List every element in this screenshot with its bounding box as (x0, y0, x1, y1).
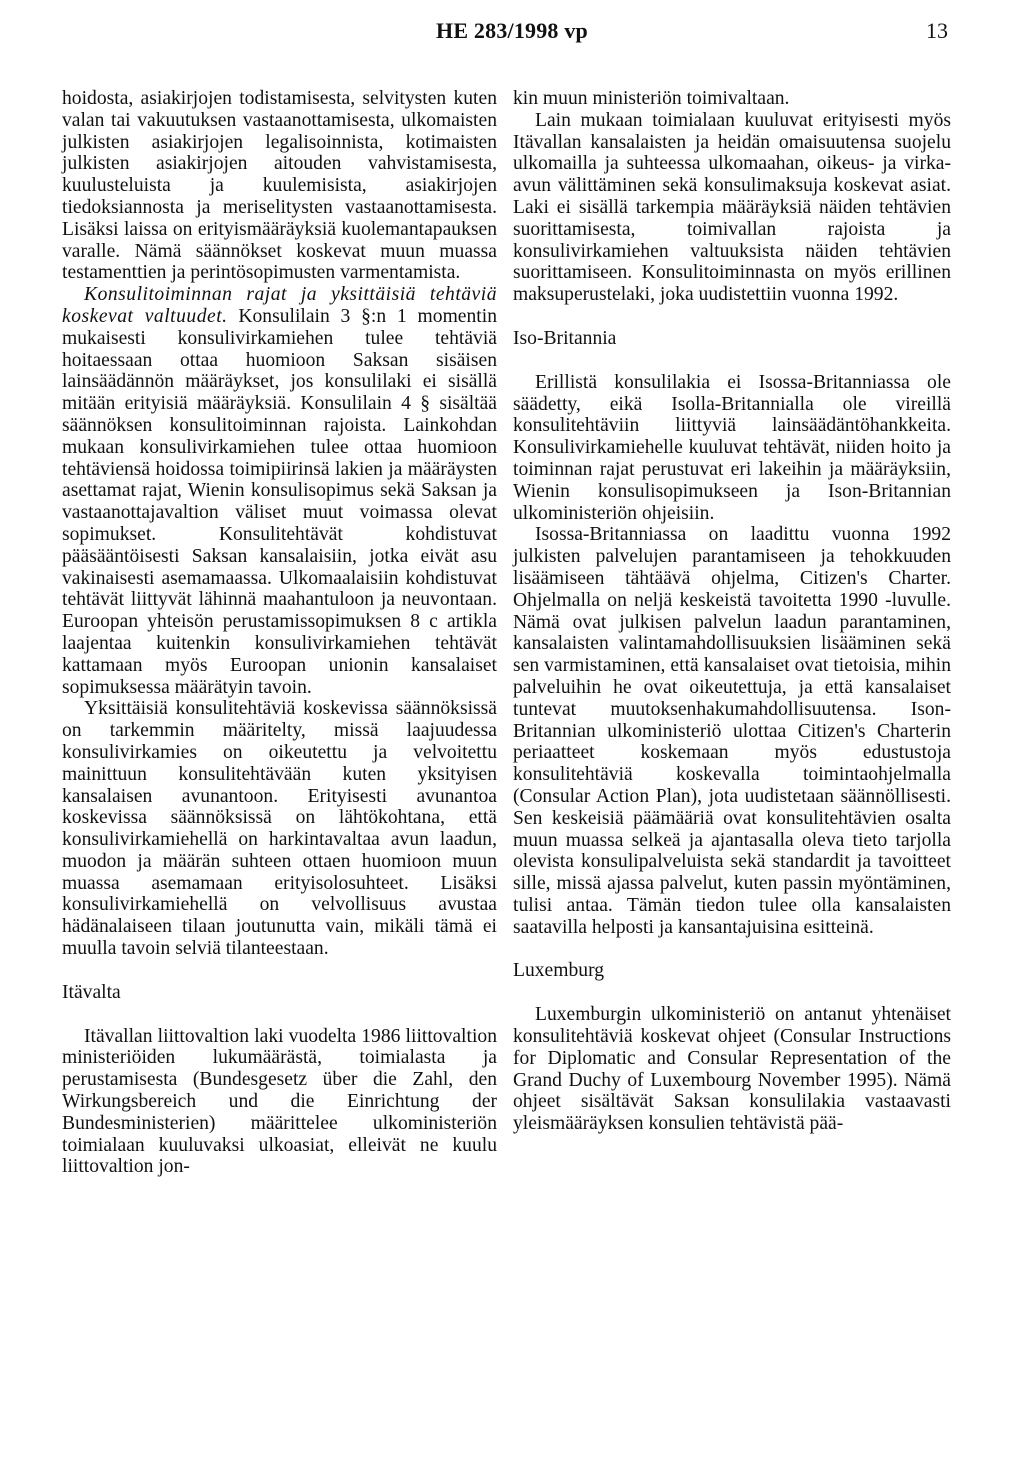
section-heading-iso-britannia: Iso-Britannia (513, 327, 617, 349)
right-column (513, 88, 951, 1135)
paragraph: Itävallan liittovaltion laki vuodelta 1986 liittovaltion ministeriöiden lukumäärästä, toimialasta ja perustamisesta (Bundesgesetz über die Zahl, den Wirkungsbereich und die Einrichtung der Bundesministerien) määrittelee ulkoministeriön toimialaan kuuluvaksi ulkoasiat, elleivät ne kuulu liittovaltion jon- (62, 1025, 497, 1178)
paragraph: Yksittäisiä konsulitehtäviä koskevissa säännöksissä on tarkemmin määritelty, missä laajuudessa konsulivirkamies on oikeutettu ja velvoitettu mainittuun konsulitehtävään kuten yksityisen kansalaisen avunantoon. Erityisesti avunantoa koskevissa säännöksissä on lähtökohtana, että konsulivirkamiehellä on harkintavaltaa avun laadun, muodon ja määrän suhteen ottaen huomioon muun muassa asemamaan erityisolosuhteet. Lisäksi konsulivirkamiehellä on velvollisuus avustaa hädänalaiseen tilaan joutunutta vain, mikäli tämä ei muulla tavoin selviä tilanteestaan. (62, 698, 497, 960)
paragraph (62, 284, 497, 698)
paragraph: hoidosta, asiakirjojen todistamisesta, selvitysten kuten valan tai vakuutuksen vastaanottamisesta, ulkomaisten julkisten asiakirjojen legalisoinnista, kotimaisten julkisten asiakirjojen aitouden vahvistamisesta, kuulusteluista ja kuulemisista, asiakirjojen tiedoksiannosta ja meriselitysten vastaanottamisesta. Lisäksi laissa on erityismääräyksiä kuolemantapauksen varalle. Nämä säännökset koskevat muun muassa testamenttien ja perintösopimusten varmentamista. (62, 88, 497, 284)
italic-subheading: Konsulitoiminnan rajat ja yksittäisiä tehtäviä koskevat valtuudet. (62, 284, 497, 327)
page-number: 13 (926, 18, 948, 43)
document-title: HE 283/1998 vp (436, 18, 588, 43)
paragraph: Isossa-Britanniassa on laadittu vuonna 1992 julkisten palvelujen parantamiseen ja tehokkuuden lisäämiseen tähtäävä ohjelma, Citizen's Charter. Ohjelmalla on neljä keskeistä tavoitetta 1990 -luvulle. Nämä ovat julkisen palvelun laadun parantaminen, kansalaisten valintamahdollisuuksien lisääminen sekä sen varmistaminen, että kansalaiset ovat tietoisia, mihin palveluihin he ovat oikeutettuja, ja että kansalaiset tuntevat muutoksenhakumahdollisuutensa. Ison-Britannian ulkoministeriö ulottaa Citizen's Charterin periaatteet koskemaan myös edustustoja konsulitehtäviä koskevalla toimintaohjelmalla (Consular Action Plan), jota uudistetaan säännöllisesti. Sen keskeisiä päämääriä ovat konsulitehtävien osalta muun muassa selkeä ja ajantasalla oleva tieto tarjolla olevista konsulipalveluista sekä standardit ja tavoitteet sille, missä ajassa palvelut, kuten passin myöntäminen, tulisi antaa. Tämän tiedon tulee olla kansalaisten saatavilla helposti ja kansantajuisina esitteinä. (513, 524, 951, 938)
paragraph: Erillistä konsulilakia ei Isossa-Britanniassa ole säädetty, eikä Isolla-Britannialla ole vireillä konsulitehtäviin liittyviä lainsäädäntöhankkeita. Konsulivirkamiehelle kuuluvat tehtävät, niiden hoito ja toiminnan rajat perustuvat eri lakeihin ja määräyksiin, Wienin konsulisopimukseen ja Ison-Britannian ulkoministeriön ohjeisiin. (513, 371, 951, 524)
paragraph-text: Konsulilain 3 §:n 1 momentin mukaisesti konsulivirkamiehen tulee tehtäviä hoitaessaan ottaa huomioon Saksan sisäisen lainsäädännön määräykset, jos konsulilaki ei sisällä mitään erityisiä määräyksiä. Konsulilain 4 § sisältää säännöksen konsulitoiminnan rajoista. Lainkohdan mukaan konsulivirkamiehen tulee ottaa huomioon tehtäviensä hoidossa toimipiirinsä lakien ja määräysten asettamat rajat, Wienin konsulisopimus sekä Saksan ja vastaanottajavaltion väliset muut voimassa olevat sopimukset. Konsulitehtävät kohdistuvat pääsääntöisesti Saksan kansalaisiin, jotka eivät asu vakinaisesti asemamaassa. Ulkomaalaisiin kohdistuvat tehtävät liittyvät lähinnä maahantuloon ja neuvontaan. Euroopan yhteisön perustamissopimuksen 8 c artikla laajentaa kuitenkin konsulivirkamiehen tehtävät kattamaan myös Euroopan unionin kansalaiset sopimuksessa määrätyin tavoin. (62, 305, 497, 698)
section-heading-itavalta: Itävalta (62, 981, 121, 1003)
left-column (62, 88, 497, 1178)
paragraph: Lain mukaan toimialaan kuuluvat erityisesti myös Itävallan kansalaisten ja heidän omaisuutensa suojelu ulkomailla ja suhteessa ulkomaahan, oikeus- ja virka-avun välittäminen sekä konsulimaksuja koskevat asiat. Laki ei sisällä tarkempia määräyksiä näiden tehtävien suorittamisesta, toimivallan rajoista ja konsulivirkamiehen valtuuksista näiden tehtävien suorittamiseen. Konsulitoiminnasta on myös erillinen maksuperustelaki, joka uudistettiin vuonna 1992. (513, 109, 951, 306)
section-heading-luxemburg: Luxemburg (513, 960, 605, 982)
page-header (0, 18, 1024, 52)
paragraph: Luxemburgin ulkoministeriö on antanut yhtenäiset konsulitehtäviä koskevat ohjeet (Consular Instructions for Diplomatic and Consular Representation of the Grand Duchy of Luxembourg November 1995). Nämä ohjeet sisältävät Saksan konsulilakia vastaavasti yleismääräyksen konsulien tehtävistä pää- (513, 1004, 951, 1135)
paragraph: kin muun ministeriön toimivaltaan. (513, 88, 790, 109)
